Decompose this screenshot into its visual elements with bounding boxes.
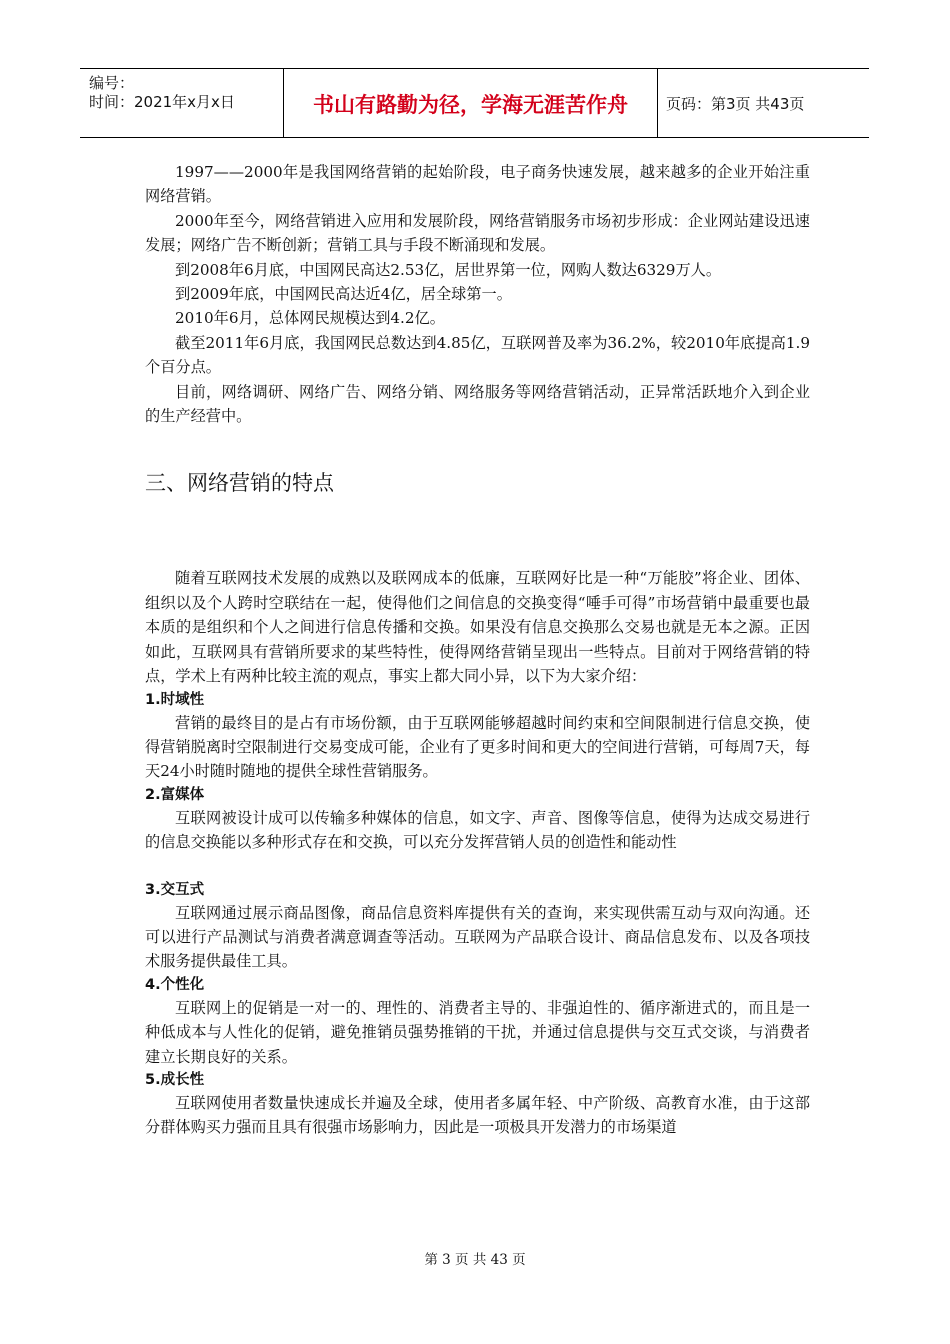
feature-heading: 5.成长性 bbox=[145, 1071, 205, 1088]
feature-text: 互联网通过展示商品图像，商品信息资料库提供有关的查询，来实现供需互动与双向沟通。还可以进行产品测试与消费者满意调查等活动。互联网为产品联合设计、商品信息发布、以及各项技术服务提供最佳工具。 bbox=[145, 903, 810, 971]
motto-text: 书山有路勤为径，学海无涯苦作舟 bbox=[313, 93, 628, 117]
spacer bbox=[145, 498, 810, 566]
paragraph: 到2009年底，中国网民高达近4亿，居全球第一。 bbox=[175, 285, 512, 304]
paragraph: 到2008年6月底，中国网民高达2.53亿，居世界第一位，网购人数达6329万人。 bbox=[175, 260, 722, 279]
paragraph: 目前，网络调研、网络广告、网络分销、网络服务等网络营销活动，正异常活跃地介入到企业的生产经营中。 bbox=[145, 382, 810, 426]
paragraph: 1997——2000年是我国网络营销的起始阶段，电子商务快速发展，越来越多的企业开始注重网络营销。 bbox=[145, 163, 810, 206]
feature-text: 营销的最终目的是占有市场份额，由于互联网能够超越时间约束和空间限制进行信息交换，使得营销脱离时空限制进行交易变成可能，企业有了更多时间和更大的空间进行营销，可每周7天，每天24小时随时随地的提供全球性营销服务。 bbox=[145, 713, 810, 781]
header-motto bbox=[284, 69, 658, 137]
feature-text: 互联网使用者数量快速成长并遍及全球，使用者多属年轻、中产阶级、高教育水准，由于这部分群体购买力强而且具有很强市场影响力，因此是一项极具开发潜力的市场渠道 bbox=[145, 1093, 810, 1137]
feature-text: 互联网被设计成可以传输多种媒体的信息，如文字、声音、图像等信息，使得为达成交易进行的信息交换能以多种形式存在和交换，可以充分发挥营销人员的创造性和能动性 bbox=[145, 808, 810, 852]
time-label: 时间：2021年x月x日 bbox=[89, 93, 235, 111]
intro-paragraph: 随着互联网技术发展的成熟以及联网成本的低廉，互联网好比是一种“万能胶”将企业、团体、组织以及个人跨时空联结在一起，使得他们之间信息的交换变得“唾手可得”市场营销中最重要也最本质的是组织和个人之间进行信息传播和交换。如果没有信息交换那么交易也就是无本之源。正因如此，互联网具有营销所要求的某些特性，使得网络营销呈现出一些特点。目前对于网络营销的特点，学术上有两种比较主流的观点，事实上都大同小异，以下为大家介绍： bbox=[145, 569, 810, 686]
header-meta bbox=[80, 69, 284, 137]
feature-heading: 2.富媒体 bbox=[145, 786, 205, 803]
feature-heading: 3.交互式 bbox=[145, 881, 205, 898]
number-label: 编号： bbox=[89, 74, 135, 92]
feature-heading: 4.个性化 bbox=[145, 976, 205, 993]
paragraph: 截至2011年6月底，我国网民总数达到4.85亿，互联网普及率为36.2%，较2010年底提高1.9个百分点。 bbox=[145, 333, 810, 377]
feature-text: 互联网上的促销是一对一的、理性的、消费者主导的、非强迫性的、循序渐进式的，而且是一种低成本与人性化的促销，避免推销员强势推销的干扰，并通过信息提供与交互式交谈，与消费者建立长期良好的关系。 bbox=[145, 998, 810, 1066]
section-title: 三、网络营销的特点 bbox=[145, 471, 334, 496]
page-number-label: 页码：第3页 共43页 bbox=[666, 94, 805, 113]
paragraph: 2010年6月，总体网民规模达到4.2亿。 bbox=[175, 309, 445, 328]
page-footer: 第 3 页 共 43 页 bbox=[424, 1252, 526, 1268]
paragraph: 2000年至今，网络营销进入应用和发展阶段，网络营销服务市场初步形成：企业网站建设迅速发展；网络广告不断创新；营销工具与手段不断涌现和发展。 bbox=[145, 211, 810, 255]
feature-heading: 1.时域性 bbox=[145, 691, 205, 708]
page-header bbox=[80, 68, 869, 138]
document-body bbox=[145, 160, 810, 1140]
spacer bbox=[145, 855, 810, 879]
